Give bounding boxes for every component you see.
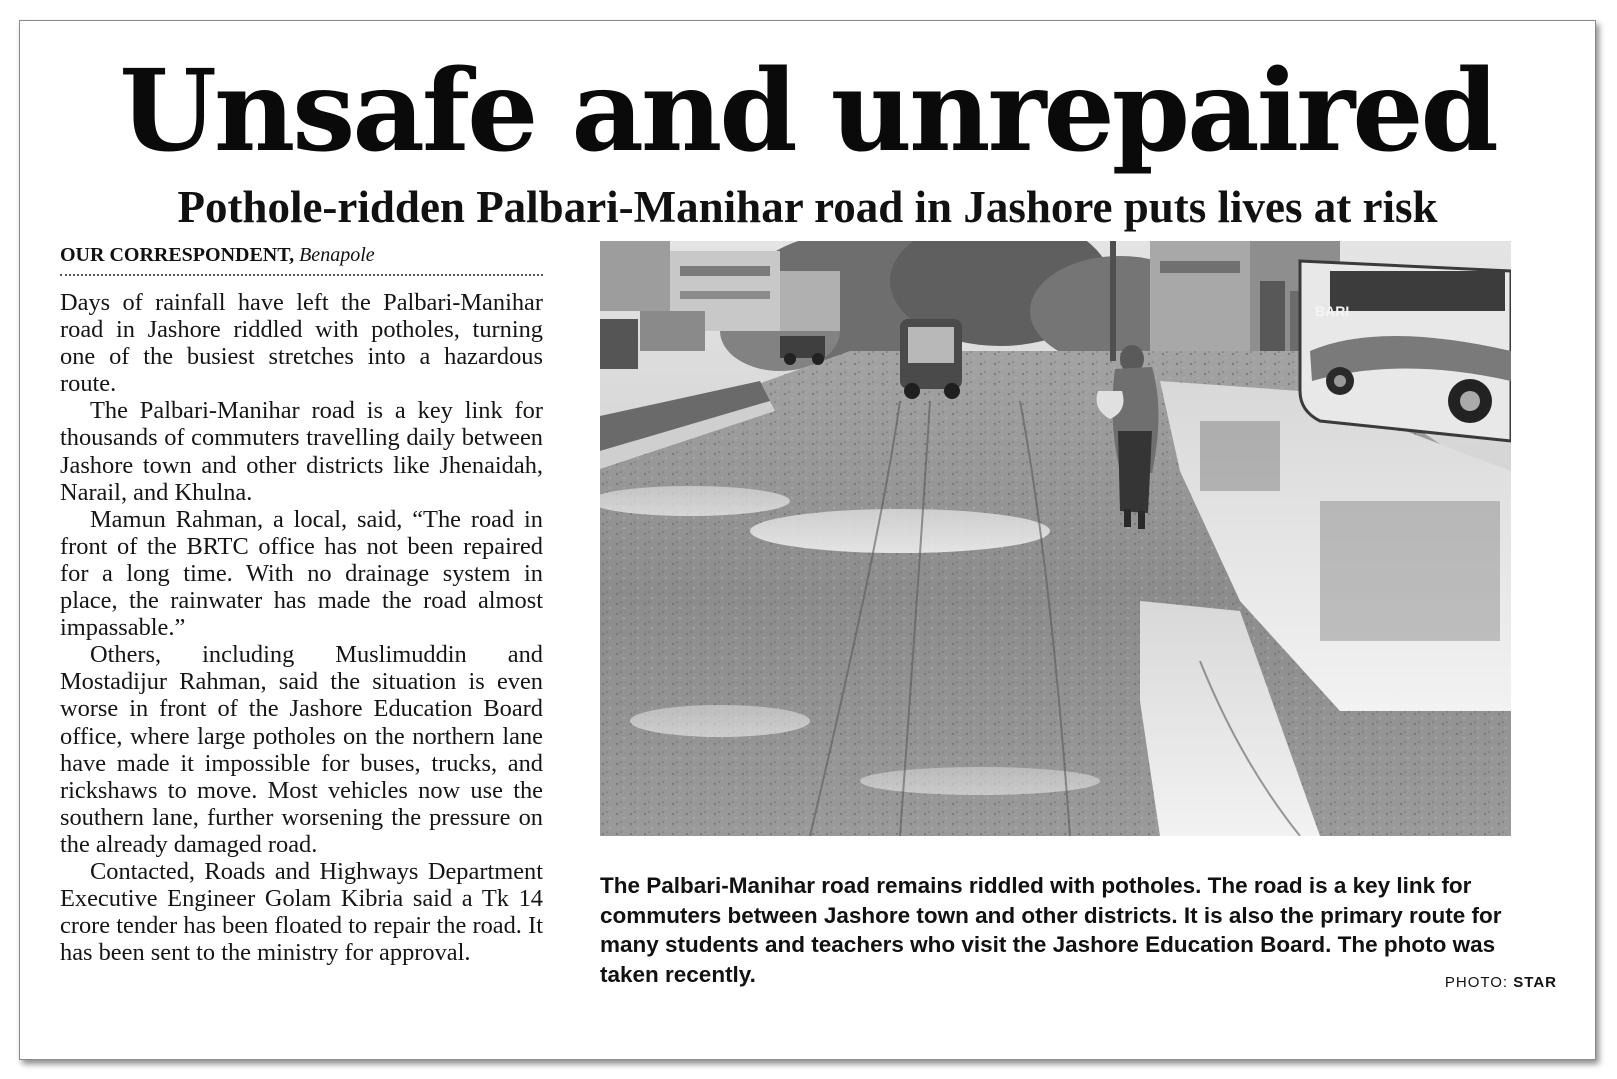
newspaper-clipping (19, 20, 1596, 1060)
byline-author: OUR CORRESPONDENT, (60, 244, 295, 266)
photo-credit-name: STAR (1513, 974, 1557, 991)
photo-credit-label: PHOTO: (1444, 974, 1509, 991)
photo-credit (1445, 974, 1557, 991)
article-paragraph: Contacted, Roads and Highways Department Executive Engineer Golam Kibria said a Tk 14 crore tender has been floated to repair the road. It has been sent to the ministry for approval. (60, 857, 543, 967)
article-paragraph: Mamun Rahman, a local, said, “The road in front of the BRTC office has not been repaired for a long time. With no drainage system in place, the rainwater has made the road almost impassable.” (60, 505, 543, 642)
headline: Unsafe and unrepaired (119, 46, 1496, 177)
byline-location: Benapole (299, 244, 375, 266)
article-paragraph: The Palbari-Manihar road is a key link for thousands of commuters travelling daily between Jashore town and other districts like Jhenaidah, Narail, and Khulna. (60, 397, 543, 506)
article-paragraph: Days of rainfall have left the Palbari-Manihar road in Jashore riddled with potholes, turning one of the busiest stretches into a hazardous route. (60, 289, 543, 398)
article-body (60, 289, 543, 966)
bus (1300, 261, 1511, 441)
photo-caption: The Palbari-Manihar road remains riddled with potholes. The road is a key link for commuters between Jashore town and other districts. It is also the primary route for many students and teachers who visit the Jashore Education Board. The photo was taken recently. (600, 873, 1502, 987)
subheadline: Pothole-ridden Palbari-Manihar road in Jashore puts lives at risk (177, 182, 1438, 232)
electric-pole (1110, 241, 1116, 361)
bus-lettering: BARI (1315, 303, 1350, 319)
road-photo (600, 241, 1511, 836)
auto-rickshaw (900, 319, 962, 399)
article-paragraph: Others, including Muslimuddin and Mostadijur Rahman, said the situation is even worse in front of the Jashore Education Board office, where large potholes on the northern lane have made it impossible for buses, trucks, and rickshaws to move. Most vehicles now use the southern lane, further worsening the pressure on the already damaged road. (60, 641, 543, 858)
byline (60, 243, 560, 267)
byline-divider (60, 274, 543, 276)
